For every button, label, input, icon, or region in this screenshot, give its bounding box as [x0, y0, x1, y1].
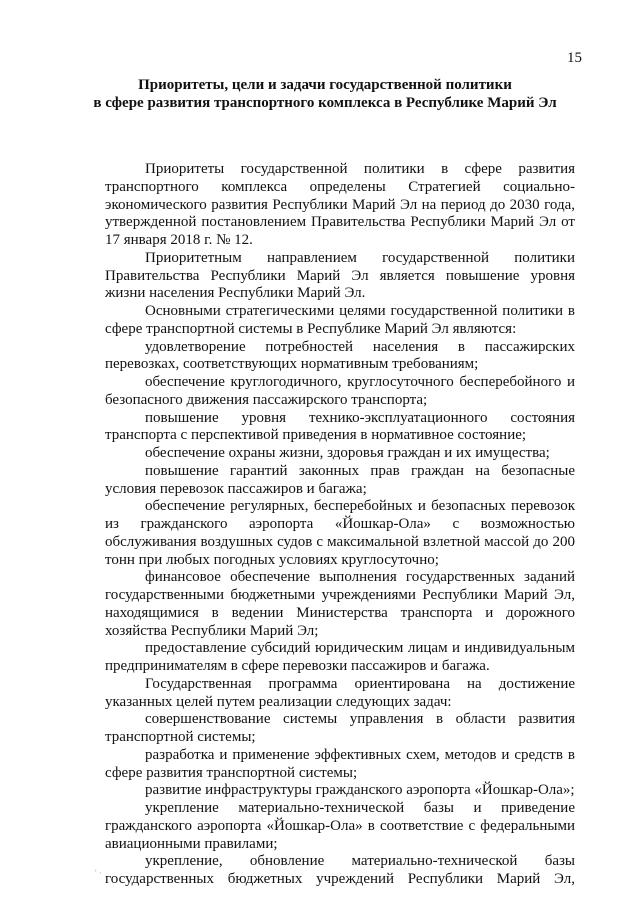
- list-item: укрепление материально-технической базы и приведение гражданского аэропорта «Йошкар-Ола» в соответствие с федеральными авиационными правилами;: [105, 800, 575, 852]
- list-item: удовлетворение потребностей населения в пассажирских перевозках, соответствующих нормативным требованиям;: [105, 338, 575, 373]
- list-item: развитие инфраструктуры гражданского аэропорта «Йошкар-Ола»;: [145, 782, 575, 799]
- heading-line-2: в сфере развития транспортного комплекса в Республике Марий Эл: [93, 95, 557, 111]
- paragraph: Приоритеты государственной политики в сфере развития транспортного комплекса определены Стратегией социально-экономического развития Республики Марий Эл на период до 2030 года, утвержденной постановлением Правительства Республики Марий Эл от 17 января 2018 г. № 12.: [105, 161, 575, 248]
- list-item: разработка и применение эффективных схем, методов и средств в сфере развития транспортной системы;: [105, 746, 575, 781]
- paragraph: Государственная программа ориентирована на достижение указанных целей путем реализации следующих задач:: [105, 675, 575, 710]
- heading-line-1: Приоритеты, цели и задачи государственной политики: [138, 77, 512, 93]
- paragraph: Основными стратегическими целями государственной политики в сфере транспортной системы в Республике Марий Эл являются:: [105, 303, 575, 337]
- list-item: обеспечение круглогодичного, круглосуточного бесперебойного и безопасного движения пассажирского транспорта;: [105, 374, 575, 408]
- list-item: совершенствование системы управления в области развития транспортной системы;: [105, 711, 575, 745]
- body-text: [105, 161, 575, 889]
- list-item: финансовое обеспечение выполнения государственных заданий государственными бюджетными учреждениями Республики Марий Эл, находящимися в ведении Министерства транспорта и дорожного хозяйства Республики Марий Эл;: [105, 569, 575, 639]
- scan-artifact: ' ·: [95, 868, 102, 878]
- page-number: 15: [567, 50, 582, 66]
- list-item: укрепление, обновление материально-технической базы государственных бюджетных учреждений Республики Марий Эл,: [105, 853, 575, 887]
- list-item: повышение гарантий законных прав граждан на безопасные условия перевозок пассажиров и багажа;: [105, 462, 575, 497]
- list-item: повышение уровня технико-эксплуатационного состояния транспорта с перспективой приведения в нормативное состояние;: [105, 409, 575, 444]
- paragraph: Приоритетным направлением государственной политики Правительства Республики Марий Эл является повышение уровня жизни населения Республики Марий Эл.: [105, 249, 575, 302]
- list-item: обеспечение регулярных, бесперебойных и безопасных перевозок из гражданского аэропорта «Йошкар-Ола» с возможностью обслуживания воздушных судов с максимальной взлетной массой до 200 тонн при любых погодных условиях круглосуточно;: [105, 498, 575, 568]
- section-heading: [90, 76, 560, 112]
- list-item: обеспечение охраны жизни, здоровья граждан и их имущества;: [145, 445, 550, 461]
- list-item: предоставление субсидий юридическим лицам и индивидуальным предпринимателям в сфере перевозки пассажиров и багажа.: [105, 640, 575, 674]
